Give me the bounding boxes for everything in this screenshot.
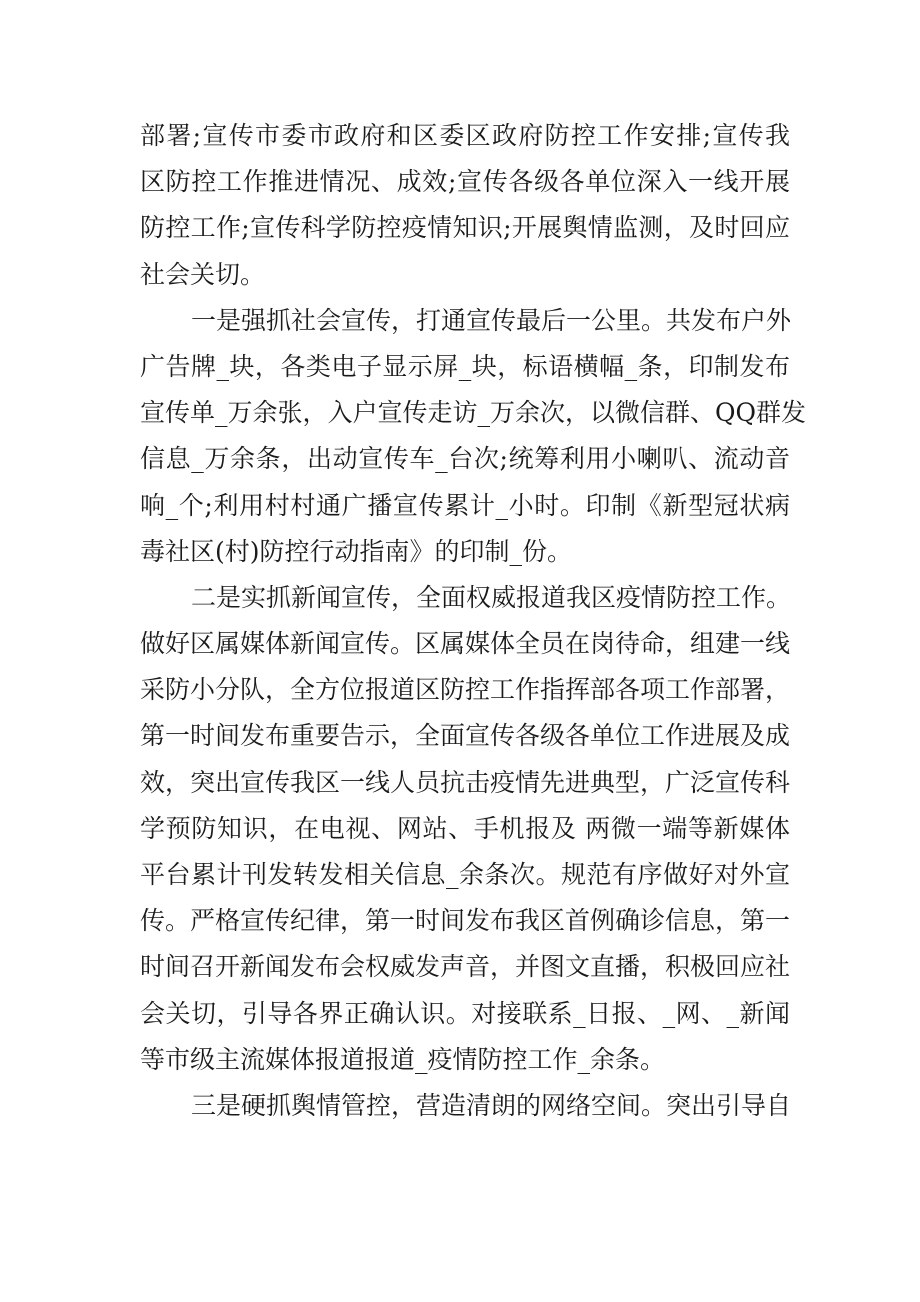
paragraph-line: 等市级主流媒体报道报道_疫情防控工作_余条。 [140,1044,666,1074]
paragraph-line: 平台累计刊发转发相关信息_余条次。规范有序做好对外宣 [140,860,790,889]
document-body [140,113,806,1129]
paragraph-line: 第一时间发布重要告示，全面宣传各级各单位工作进展及成 [140,721,791,751]
paragraph-line: 一是强抓社会宣传，打通宣传最后一公里。共发布户外 [191,305,792,335]
paragraph-line: 区防控工作推进情况、成效;宣传各级各单位深入一线开展 [140,167,790,197]
paragraph-line: 效，突出宣传我区一线人员抗击疫情先进典型，广泛宣传科 [140,767,791,797]
paragraph-line: 信息_万余条，出动宣传车_台次;统筹利用小喇叭、流动音 [140,444,790,474]
paragraph-line: 时间召开新闻发布会权威发声音，并图文直播，积极回应社 [140,952,791,982]
paragraph-line: 响_个;利用村村通广播宣传累计_小时。印制《新型冠状病 [140,490,790,520]
paragraph-line: 毒社区(村)防控行动指南》的印制_份。 [140,536,573,566]
paragraph-line: 宣传单_万余张，入户宣传走访_万余次，以微信群、QQ群发 [140,398,806,428]
paragraph-line: 三是硬抓舆情管控，营造清朗的网络空间。突出引导自 [191,1090,792,1120]
paragraph-line: 学预防知识，在电视、网站、手机报及 两微一端等新媒体 [140,813,790,843]
paragraph-line: 社会关切。 [140,259,266,289]
paragraph-line: 防控工作;宣传科学防控疫情知识;开展舆情监测，及时回应 [140,213,790,243]
paragraph-line: 传。严格宣传纪律，第一时间发布我区首例确诊信息，第一 [140,906,791,936]
paragraph-line: 二是实抓新闻宣传，全面权威报道我区疫情防控工作。 [191,582,792,612]
paragraph-line: 广告牌_块，各类电子显示屏_块，标语横幅_条，印制发布 [140,351,790,381]
paragraph-line: 部署;宣传市委市政府和区委区政府防控工作安排;宣传我 [140,121,790,150]
paragraph-line: 做好区属媒体新闻宣传。区属媒体全员在岗待命，组建一线 [140,629,791,659]
paragraph-line: 会关切，引导各界正确认识。对接联系_日报、_网、_新闻 [140,998,790,1028]
paragraph-line: 采防小分队，全方位报道区防控工作指挥部各项工作部署， [140,675,791,705]
